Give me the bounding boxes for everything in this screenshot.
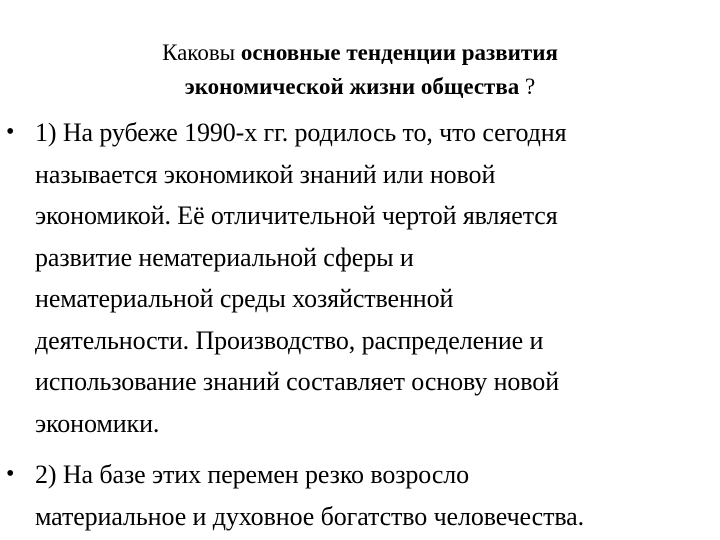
bullet-text-line: 2) На базе этих перемен резко возросло	[35, 460, 470, 489]
title-line-2	[60, 70, 660, 104]
bullet-text-line: нематериальной среды хозяйственной	[35, 284, 454, 313]
bullet-marker: •	[6, 119, 15, 145]
bullet-text-line: развитие нематериальной сферы и	[35, 242, 414, 272]
bullet-text-line: использование знаний составляет основу новой	[35, 367, 560, 396]
title-bold-part-2: экономической жизни общества	[184, 74, 520, 99]
bullet-item	[0, 112, 720, 444]
bullet-list	[0, 112, 720, 537]
bullet-text-line: деятельности. Производство, распределение и	[35, 325, 544, 355]
bullet-text-line: 1) На рубеже 1990-х гг. родилось то, что сегодня	[35, 118, 567, 147]
bullet-text-line: экономикой. Её отличительной чертой является	[35, 201, 558, 230]
slide-title	[60, 36, 660, 104]
bullet-text-line: экономики.	[35, 408, 160, 438]
title-bold-part-1: основные тенденции развития	[240, 40, 558, 65]
title-line-1	[60, 36, 660, 70]
bullet-text-line: называется экономикой знаний или новой	[35, 159, 496, 189]
bullet-marker: •	[6, 461, 15, 487]
title-prefix: Каковы	[162, 40, 241, 65]
bullet-item	[0, 454, 720, 537]
bullet-text-line: материальное и духовное богатство человечества.	[35, 501, 585, 531]
title-suffix: ?	[519, 74, 536, 99]
